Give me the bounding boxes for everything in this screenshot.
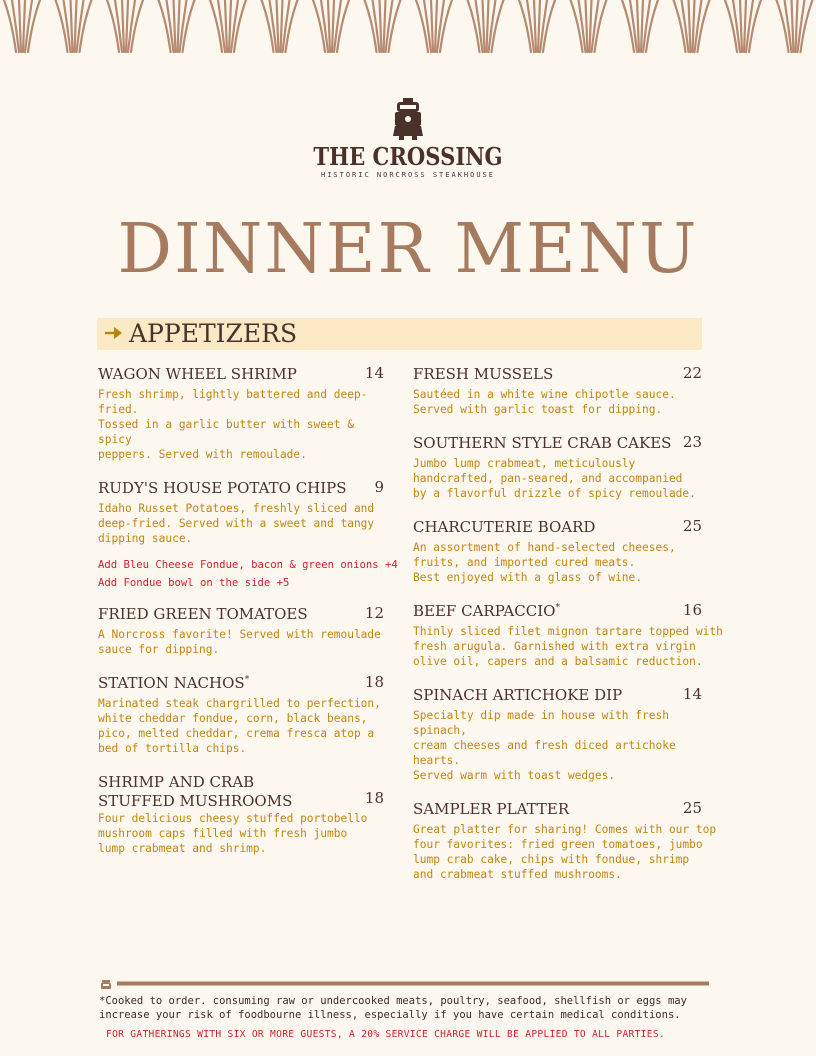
- item-price: 25: [682, 517, 702, 535]
- footer-divider: [100, 979, 710, 991]
- item-name: SHRIMP AND CRAB STUFFED MUSHROOMS: [98, 773, 293, 810]
- item-price: 14: [682, 685, 702, 703]
- menu-item: [413, 601, 723, 669]
- menu-item: [413, 517, 723, 585]
- brand-logo: [0, 98, 816, 179]
- item-description: Sautéed in a white wine chipotle sauce. Served with garlic toast for dipping.: [413, 388, 676, 416]
- train-icon: [393, 98, 423, 140]
- item-price: 18: [364, 789, 384, 807]
- item-description: An assortment of hand-selected cheeses, fruits, and imported cured meats. Best enjoyed with a glass of wine.: [413, 541, 676, 584]
- item-price: 14: [364, 364, 384, 382]
- menu-item: [98, 478, 388, 546]
- menu-item: [98, 673, 388, 756]
- item-price: 22: [682, 364, 702, 382]
- food-safety-disclaimer: *Cooked to order. consuming raw or undercooked meats, poultry, seafood, shellfish or eggs may increase your risk of foodbourne illness, especially if you have certain medical conditions.: [99, 995, 687, 1021]
- item-name: WAGON WHEEL SHRIMP: [98, 365, 297, 383]
- item-price: 9: [374, 478, 384, 496]
- item-description: Four delicious cheesy stuffed portobello mushroom caps filled with fresh jumbo lump crabmeat and shrimp.: [98, 812, 368, 855]
- item-name: BEEF CARPACCIO*: [413, 602, 560, 620]
- item-name: STATION NACHOS*: [98, 674, 250, 692]
- brand-tagline: HISTORIC NORCROSS STEAKHOUSE: [320, 171, 495, 179]
- item-description: Specialty dip made in house with fresh spinach, cream cheeses and fresh diced artichoke hearts. Served warm with toast wedges.: [413, 709, 676, 782]
- addons-list: [98, 556, 398, 592]
- item-description: Thinly sliced filet mignon tartare topped with fresh arugula. Garnished with extra virgin olive oil, capers and a balsamic reduction.: [413, 625, 723, 668]
- item-name: SAMPLER PLATTER: [413, 800, 570, 818]
- item-price: 12: [364, 604, 384, 622]
- section-header: [97, 318, 702, 350]
- train-small-icon: [101, 980, 111, 989]
- item-price: 16: [682, 601, 702, 619]
- service-charge-notice: FOR GATHERINGS WITH SIX OR MORE GUESTS, A 20% SERVICE CHARGE WILL BE APPLIED TO ALL PARTIES.: [106, 1029, 665, 1040]
- menu-title: DINNER MENU: [117, 210, 699, 289]
- menu-item: [413, 799, 723, 882]
- menu-column-right: [413, 364, 723, 898]
- wheat-border-decoration: [0, 0, 816, 58]
- item-description: Great platter for sharing! Comes with our top four favorites: fried green tomatoes, jumbo lump crab cake, chips with fondue, shrimp and crabmeat stuffed mushrooms.: [413, 823, 717, 881]
- menu-item: [413, 433, 723, 501]
- menu-item: [413, 364, 723, 417]
- menu-item: [98, 772, 388, 856]
- item-name: SOUTHERN STYLE CRAB CAKES: [413, 434, 672, 452]
- item-description: A Norcross favorite! Served with remoulade sauce for dipping.: [98, 628, 381, 656]
- item-description: Fresh shrimp, lightly battered and deep-fried. Tossed in a garlic butter with sweet & spicy peppers. Served with remoulade.: [98, 388, 368, 461]
- menu-item: [98, 604, 388, 657]
- brand-name: THE CROSSING: [313, 142, 503, 171]
- item-description: Marinated steak chargrilled to perfection, white cheddar fondue, corn, black beans, pico, melted cheddar, crema fresca atop a bed of tortilla chips.: [98, 697, 381, 755]
- addon-option: Add Fondue bowl on the side +5: [98, 577, 290, 589]
- item-description: Jumbo lump crabmeat, meticulously handcrafted, pan-seared, and accompanied by a flavorful drizzle of spicy remoulade.: [413, 457, 696, 500]
- menu-item: [413, 685, 723, 783]
- item-name: FRIED GREEN TOMATOES: [98, 605, 308, 623]
- item-name: CHARCUTERIE BOARD: [413, 518, 596, 536]
- menu-item: [98, 364, 388, 462]
- item-name: RUDY'S HOUSE POTATO CHIPS: [98, 479, 347, 497]
- section-title: APPETIZERS: [129, 319, 298, 348]
- asterisk-mark: *: [555, 603, 560, 613]
- item-price: 18: [364, 673, 384, 691]
- asterisk-mark: *: [244, 675, 250, 685]
- menu-column-left: [98, 364, 398, 872]
- item-name: FRESH MUSSELS: [413, 365, 554, 383]
- item-price: 23: [682, 433, 702, 451]
- item-price: 25: [682, 799, 702, 817]
- item-name: SPINACH ARTICHOKE DIP: [413, 686, 623, 704]
- item-description: Idaho Russet Potatoes, freshly sliced and deep-fried. Served with a sweet and tangy dipping sauce.: [98, 502, 375, 545]
- addon-option: Add Bleu Cheese Fondue, bacon & green onions +4: [98, 559, 398, 571]
- arrow-right-icon: [105, 326, 123, 340]
